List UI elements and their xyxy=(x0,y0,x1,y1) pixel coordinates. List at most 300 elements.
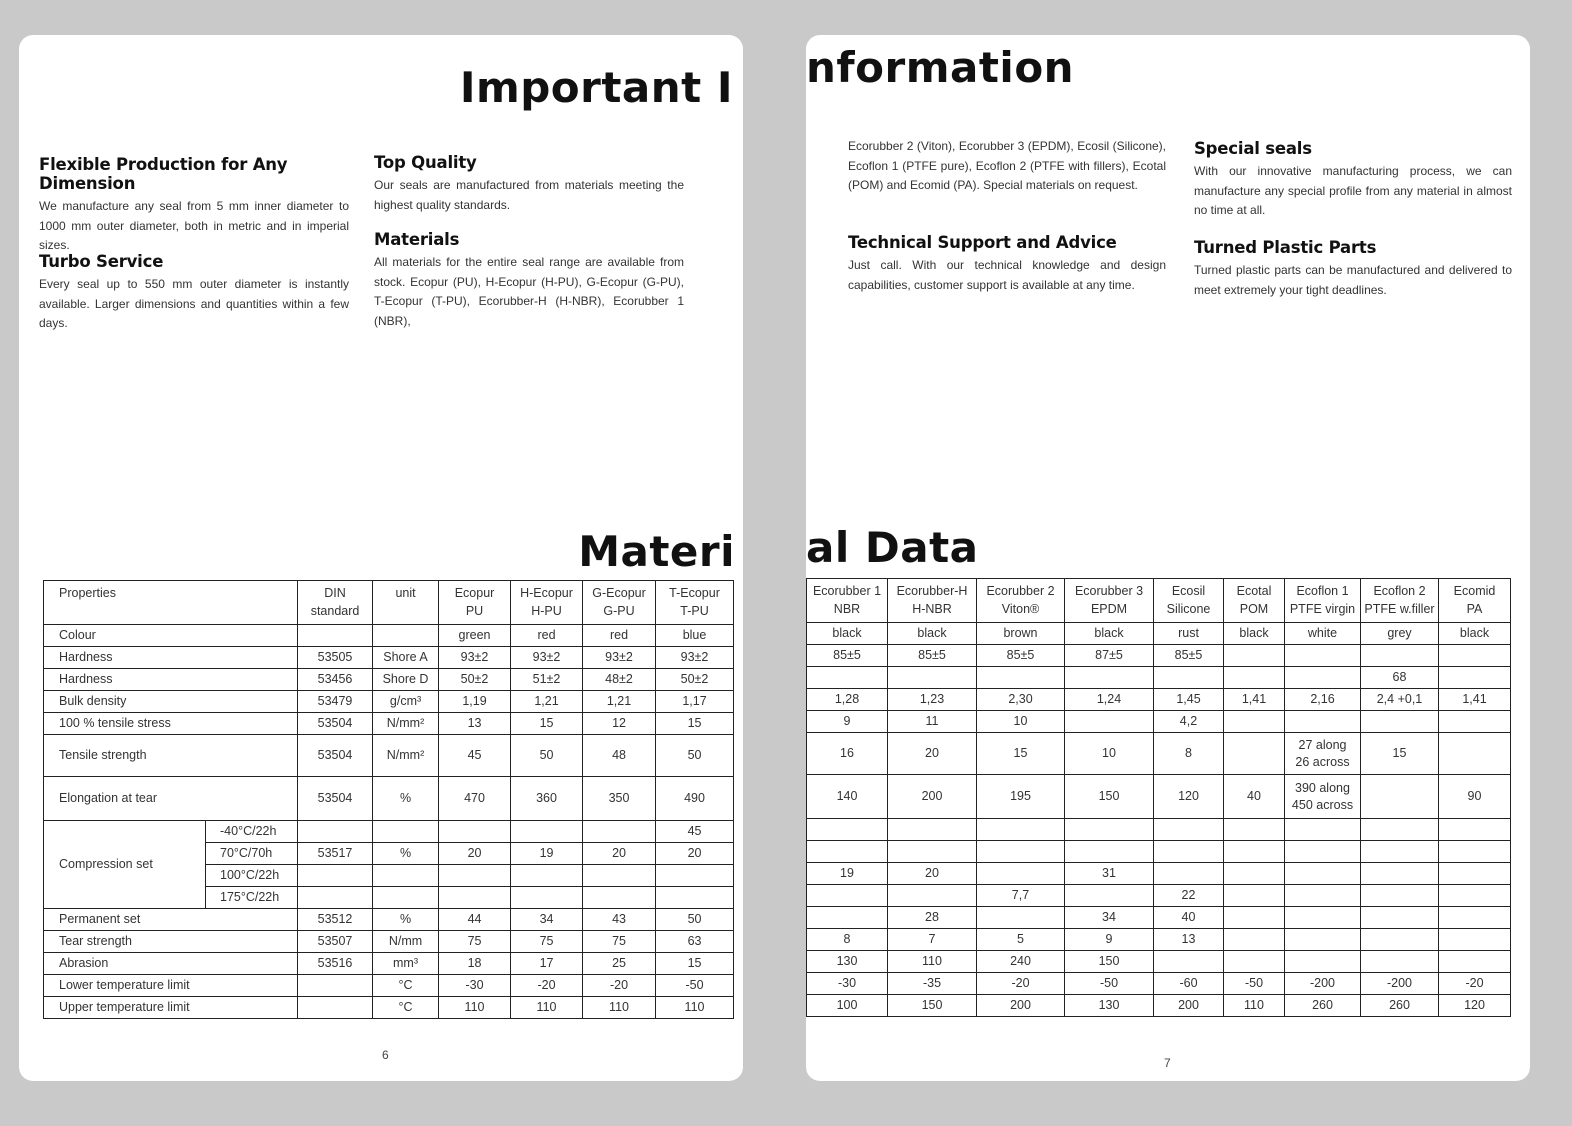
property-cell: Permanent set xyxy=(44,909,298,931)
value-cell: black xyxy=(807,623,888,645)
section-heading: Special seals xyxy=(1194,139,1312,158)
table-row xyxy=(44,625,734,647)
condition-cell: -40°C/22h xyxy=(206,821,298,843)
property-cell: 100 % tensile stress xyxy=(44,713,298,735)
value-cell: 200 xyxy=(888,775,977,819)
value-cell: 17 xyxy=(511,953,583,975)
value-cell: 11 xyxy=(888,711,977,733)
value-cell: 20 xyxy=(439,843,511,865)
value-cell: 13 xyxy=(1154,929,1224,951)
value-cell: 13 xyxy=(439,713,511,735)
value-cell: 4,2 xyxy=(1154,711,1224,733)
value-cell: 1,28 xyxy=(807,689,888,711)
section-materials xyxy=(374,230,684,331)
value-cell xyxy=(1439,733,1511,775)
value-cell: 85±5 xyxy=(977,645,1065,667)
header-cell-material: Ecorubber 2 Viton® xyxy=(977,579,1065,623)
table-row xyxy=(44,909,734,931)
table-row xyxy=(44,953,734,975)
din-cell: 53505 xyxy=(298,647,373,669)
value-cell xyxy=(1439,841,1511,863)
property-cell: Compression set xyxy=(44,821,206,909)
value-cell: 85±5 xyxy=(1154,645,1224,667)
din-cell: 53479 xyxy=(298,691,373,713)
value-cell xyxy=(1361,951,1439,973)
value-cell: 51±2 xyxy=(511,669,583,691)
value-cell: 19 xyxy=(807,863,888,885)
condition-cell: 70°C/70h xyxy=(206,843,298,865)
table-row xyxy=(807,667,1511,689)
value-cell xyxy=(1224,863,1285,885)
value-cell xyxy=(1285,929,1361,951)
value-cell: 110 xyxy=(888,951,977,973)
value-cell: 1,24 xyxy=(1065,689,1154,711)
table-row xyxy=(44,647,734,669)
table-row xyxy=(807,775,1511,819)
value-cell: 1,41 xyxy=(1224,689,1285,711)
table-row xyxy=(807,951,1511,973)
value-cell: black xyxy=(1224,623,1285,645)
value-cell: 28 xyxy=(888,907,977,929)
value-cell: 22 xyxy=(1154,885,1224,907)
value-cell: 12 xyxy=(583,713,656,735)
value-cell: 50 xyxy=(656,909,734,931)
value-cell xyxy=(1439,885,1511,907)
value-cell: -20 xyxy=(1439,973,1511,995)
section-materials-continued xyxy=(848,137,1166,196)
value-cell: -20 xyxy=(511,975,583,997)
unit-cell: N/mm xyxy=(373,931,439,953)
value-cell xyxy=(1285,951,1361,973)
din-cell xyxy=(298,821,373,843)
value-cell: -35 xyxy=(888,973,977,995)
din-cell xyxy=(298,975,373,997)
property-cell: Colour xyxy=(44,625,298,647)
value-cell: 48±2 xyxy=(583,669,656,691)
value-cell: 93±2 xyxy=(439,647,511,669)
header-cell-material: Ecotal POM xyxy=(1224,579,1285,623)
section-heading: Flexible Production for Any Dimension xyxy=(39,155,288,193)
value-cell: 87±5 xyxy=(1065,645,1154,667)
value-cell: 40 xyxy=(1154,907,1224,929)
value-cell xyxy=(1361,841,1439,863)
page-title: Important I xyxy=(459,63,733,112)
table-row xyxy=(807,841,1511,863)
value-cell: 470 xyxy=(439,777,511,821)
value-cell: 7 xyxy=(888,929,977,951)
section-special-seals xyxy=(1194,139,1512,221)
value-cell xyxy=(1065,841,1154,863)
value-cell: 130 xyxy=(807,951,888,973)
value-cell: 20 xyxy=(888,863,977,885)
unit-cell: % xyxy=(373,777,439,821)
value-cell: 100 xyxy=(807,995,888,1017)
value-cell: -20 xyxy=(977,973,1065,995)
section-top-quality xyxy=(374,153,684,215)
right-page xyxy=(806,35,1530,1081)
section-text: Every seal up to 550 mm outer diameter is instantly available. Larger dimensions and quantities within a few days. xyxy=(39,277,349,330)
value-cell: 27 along 26 across xyxy=(1285,733,1361,775)
value-cell: 1,41 xyxy=(1439,689,1511,711)
property-cell: Hardness xyxy=(44,669,298,691)
value-cell: 43 xyxy=(583,909,656,931)
value-cell: 1,17 xyxy=(656,691,734,713)
value-cell xyxy=(1361,863,1439,885)
value-cell xyxy=(1224,667,1285,689)
value-cell: 15 xyxy=(656,953,734,975)
header-cell-material: T-Ecopur T-PU xyxy=(656,581,734,625)
property-cell: Upper temperature limit xyxy=(44,997,298,1019)
value-cell: 110 xyxy=(1224,995,1285,1017)
section-text: All materials for the entire seal range are available from stock. Ecopur (PU), H-Ecopur (H-PU), G-Ecopur (G-PU), T-Ecopur (T-PU), Ecorubber-H (H-NBR), Ecorubber 1 (NBR), xyxy=(374,255,684,328)
value-cell xyxy=(1224,711,1285,733)
value-cell: 19 xyxy=(511,843,583,865)
value-cell: 18 xyxy=(439,953,511,975)
value-cell: blue xyxy=(656,625,734,647)
value-cell xyxy=(1224,645,1285,667)
value-cell xyxy=(1285,645,1361,667)
unit-cell xyxy=(373,887,439,909)
header-cell-properties: Properties xyxy=(44,581,298,625)
value-cell: 2,30 xyxy=(977,689,1065,711)
value-cell: 1,21 xyxy=(583,691,656,713)
table-row xyxy=(807,995,1511,1017)
unit-cell: Shore D xyxy=(373,669,439,691)
value-cell xyxy=(1224,841,1285,863)
value-cell: -50 xyxy=(656,975,734,997)
value-cell: 75 xyxy=(511,931,583,953)
value-cell xyxy=(1439,929,1511,951)
value-cell xyxy=(511,887,583,909)
value-cell: 1,23 xyxy=(888,689,977,711)
value-cell: 9 xyxy=(807,711,888,733)
section-text: Just call. With our technical knowledge and design capabilities, customer support is available at any time. xyxy=(848,258,1166,292)
value-cell: -50 xyxy=(1065,973,1154,995)
header-cell-material: Ecorubber 1 NBR xyxy=(807,579,888,623)
value-cell xyxy=(1154,819,1224,841)
value-cell xyxy=(439,821,511,843)
table-row xyxy=(44,713,734,735)
value-cell: 93±2 xyxy=(511,647,583,669)
value-cell: 7,7 xyxy=(977,885,1065,907)
value-cell: 200 xyxy=(977,995,1065,1017)
table-row xyxy=(807,623,1511,645)
table-row xyxy=(807,711,1511,733)
property-cell: Elongation at tear xyxy=(44,777,298,821)
value-cell xyxy=(1285,841,1361,863)
property-cell: Tensile strength xyxy=(44,735,298,777)
value-cell: 150 xyxy=(1065,951,1154,973)
section-turbo-service xyxy=(39,252,349,334)
section-text: We manufacture any seal from 5 mm inner diameter to 1000 mm outer diameter, both in metric and in imperial sizes. xyxy=(39,199,349,252)
table-row xyxy=(44,821,734,843)
din-cell xyxy=(298,887,373,909)
value-cell xyxy=(977,841,1065,863)
value-cell xyxy=(1065,711,1154,733)
din-cell xyxy=(298,625,373,647)
din-cell: 53504 xyxy=(298,777,373,821)
table-row xyxy=(44,931,734,953)
table-row xyxy=(807,863,1511,885)
din-cell: 53512 xyxy=(298,909,373,931)
value-cell: 1,21 xyxy=(511,691,583,713)
value-cell: 10 xyxy=(977,711,1065,733)
value-cell xyxy=(583,887,656,909)
table-row xyxy=(44,997,734,1019)
header-cell-material: G-Ecopur G-PU xyxy=(583,581,656,625)
value-cell xyxy=(1439,907,1511,929)
value-cell xyxy=(439,865,511,887)
value-cell xyxy=(977,863,1065,885)
value-cell xyxy=(807,885,888,907)
value-cell: 31 xyxy=(1065,863,1154,885)
header-cell-material: Ecoflon 1 PTFE virgin xyxy=(1285,579,1361,623)
value-cell: 130 xyxy=(1065,995,1154,1017)
property-cell: Tear strength xyxy=(44,931,298,953)
value-cell: 120 xyxy=(1154,775,1224,819)
din-cell: 53507 xyxy=(298,931,373,953)
value-cell: 93±2 xyxy=(583,647,656,669)
value-cell: black xyxy=(1439,623,1511,645)
value-cell: 8 xyxy=(807,929,888,951)
value-cell: 140 xyxy=(807,775,888,819)
value-cell xyxy=(1224,907,1285,929)
section-heading: Turned Plastic Parts xyxy=(1194,238,1377,257)
value-cell: 45 xyxy=(656,821,734,843)
header-cell-din: DIN standard xyxy=(298,581,373,625)
value-cell: 48 xyxy=(583,735,656,777)
value-cell xyxy=(1154,863,1224,885)
din-cell xyxy=(298,865,373,887)
value-cell xyxy=(1285,863,1361,885)
condition-cell: 175°C/22h xyxy=(206,887,298,909)
value-cell: 90 xyxy=(1439,775,1511,819)
value-cell: -50 xyxy=(1224,973,1285,995)
value-cell: 50 xyxy=(511,735,583,777)
value-cell: 390 along 450 across xyxy=(1285,775,1361,819)
value-cell xyxy=(1224,819,1285,841)
header-cell-material: Ecomid PA xyxy=(1439,579,1511,623)
value-cell xyxy=(1361,711,1439,733)
value-cell: red xyxy=(511,625,583,647)
unit-cell: mm³ xyxy=(373,953,439,975)
value-cell: -200 xyxy=(1361,973,1439,995)
value-cell xyxy=(1285,711,1361,733)
value-cell xyxy=(807,819,888,841)
value-cell: 34 xyxy=(511,909,583,931)
value-cell xyxy=(1285,667,1361,689)
din-cell: 53516 xyxy=(298,953,373,975)
table-title: Materi xyxy=(578,527,735,576)
value-cell xyxy=(656,887,734,909)
table-row xyxy=(44,691,734,713)
table-row xyxy=(807,819,1511,841)
page-number: 7 xyxy=(1164,1056,1171,1070)
value-cell xyxy=(888,885,977,907)
section-turned-plastic-parts xyxy=(1194,238,1512,300)
value-cell xyxy=(1065,885,1154,907)
value-cell: 15 xyxy=(511,713,583,735)
table-row xyxy=(44,777,734,821)
value-cell: brown xyxy=(977,623,1065,645)
value-cell: 240 xyxy=(977,951,1065,973)
value-cell xyxy=(1065,819,1154,841)
value-cell: 110 xyxy=(583,997,656,1019)
value-cell: 195 xyxy=(977,775,1065,819)
value-cell: 150 xyxy=(1065,775,1154,819)
value-cell xyxy=(888,667,977,689)
property-cell: Lower temperature limit xyxy=(44,975,298,997)
value-cell: 150 xyxy=(888,995,977,1017)
unit-cell: % xyxy=(373,909,439,931)
value-cell xyxy=(807,667,888,689)
unit-cell: g/cm³ xyxy=(373,691,439,713)
value-cell xyxy=(1285,907,1361,929)
value-cell xyxy=(1224,929,1285,951)
value-cell: 8 xyxy=(1154,733,1224,775)
table-row xyxy=(807,645,1511,667)
section-text: Our seals are manufactured from materials meeting the highest quality standards. xyxy=(374,178,684,212)
value-cell: 25 xyxy=(583,953,656,975)
unit-cell xyxy=(373,821,439,843)
unit-cell: % xyxy=(373,843,439,865)
value-cell xyxy=(583,821,656,843)
value-cell xyxy=(1224,951,1285,973)
value-cell xyxy=(1154,841,1224,863)
value-cell: 20 xyxy=(888,733,977,775)
value-cell: -200 xyxy=(1285,973,1361,995)
section-heading: Top Quality xyxy=(374,153,477,172)
value-cell xyxy=(1285,819,1361,841)
value-cell: 34 xyxy=(1065,907,1154,929)
condition-cell: 100°C/22h xyxy=(206,865,298,887)
property-cell: Hardness xyxy=(44,647,298,669)
unit-cell xyxy=(373,625,439,647)
value-cell: 20 xyxy=(656,843,734,865)
value-cell: -30 xyxy=(439,975,511,997)
value-cell xyxy=(1361,819,1439,841)
table-row xyxy=(44,975,734,997)
value-cell: 110 xyxy=(439,997,511,1019)
value-cell: 63 xyxy=(656,931,734,953)
value-cell xyxy=(1439,667,1511,689)
header-cell-material: H-Ecopur H-PU xyxy=(511,581,583,625)
section-heading: Technical Support and Advice xyxy=(848,233,1117,252)
unit-cell: °C xyxy=(373,997,439,1019)
value-cell: 260 xyxy=(1361,995,1439,1017)
unit-cell xyxy=(373,865,439,887)
value-cell xyxy=(1065,667,1154,689)
value-cell: 68 xyxy=(1361,667,1439,689)
value-cell xyxy=(977,667,1065,689)
value-cell xyxy=(1154,951,1224,973)
table-row xyxy=(44,735,734,777)
material-properties-table xyxy=(43,580,734,1019)
table-row xyxy=(807,689,1511,711)
value-cell: 15 xyxy=(977,733,1065,775)
value-cell: 2,4 +0,1 xyxy=(1361,689,1439,711)
value-cell: 85±5 xyxy=(807,645,888,667)
value-cell xyxy=(1439,863,1511,885)
unit-cell: Shore A xyxy=(373,647,439,669)
table-row xyxy=(807,733,1511,775)
value-cell xyxy=(977,819,1065,841)
header-cell-material: Ecoflon 2 PTFE w.filler xyxy=(1361,579,1439,623)
value-cell xyxy=(439,887,511,909)
value-cell xyxy=(888,841,977,863)
value-cell: 1,45 xyxy=(1154,689,1224,711)
section-flexible-production xyxy=(39,155,349,256)
din-cell: 53504 xyxy=(298,713,373,735)
value-cell: 50±2 xyxy=(656,669,734,691)
value-cell xyxy=(1439,951,1511,973)
value-cell: 85±5 xyxy=(888,645,977,667)
header-cell-material: Ecorubber 3 EPDM xyxy=(1065,579,1154,623)
value-cell: 75 xyxy=(583,931,656,953)
value-cell xyxy=(1361,775,1439,819)
value-cell xyxy=(1439,819,1511,841)
value-cell: white xyxy=(1285,623,1361,645)
value-cell: 110 xyxy=(511,997,583,1019)
table-header-row xyxy=(807,579,1511,623)
table-row xyxy=(807,973,1511,995)
value-cell xyxy=(1361,929,1439,951)
unit-cell: °C xyxy=(373,975,439,997)
din-cell: 53517 xyxy=(298,843,373,865)
value-cell: red xyxy=(583,625,656,647)
page-title: nformation xyxy=(806,43,1075,92)
value-cell: 20 xyxy=(583,843,656,865)
value-cell xyxy=(1285,885,1361,907)
value-cell: 50 xyxy=(656,735,734,777)
value-cell xyxy=(807,907,888,929)
table-row xyxy=(807,907,1511,929)
value-cell: -30 xyxy=(807,973,888,995)
header-cell-unit: unit xyxy=(373,581,439,625)
value-cell xyxy=(888,819,977,841)
value-cell: 9 xyxy=(1065,929,1154,951)
value-cell: rust xyxy=(1154,623,1224,645)
value-cell: 120 xyxy=(1439,995,1511,1017)
section-heading: Turbo Service xyxy=(39,252,164,271)
material-data-table xyxy=(806,578,1511,1017)
value-cell: -60 xyxy=(1154,973,1224,995)
section-text: With our innovative manufacturing process, we can manufacture any special profile from any material in almost no time at all. xyxy=(1194,164,1512,217)
value-cell xyxy=(511,865,583,887)
value-cell xyxy=(1224,733,1285,775)
value-cell: 45 xyxy=(439,735,511,777)
table-row xyxy=(807,929,1511,951)
value-cell: 93±2 xyxy=(656,647,734,669)
value-cell xyxy=(1439,711,1511,733)
header-cell-material: Ecorubber-H H-NBR xyxy=(888,579,977,623)
value-cell: 10 xyxy=(1065,733,1154,775)
table-row xyxy=(44,669,734,691)
value-cell: -20 xyxy=(583,975,656,997)
value-cell xyxy=(656,865,734,887)
value-cell: 1,19 xyxy=(439,691,511,713)
value-cell: 5 xyxy=(977,929,1065,951)
value-cell xyxy=(1361,907,1439,929)
section-text: Turned plastic parts can be manufactured and delivered to meet extremely your tight deadlines. xyxy=(1194,263,1512,297)
header-cell-material: Ecopur PU xyxy=(439,581,511,625)
value-cell: 44 xyxy=(439,909,511,931)
value-cell: 75 xyxy=(439,931,511,953)
property-cell: Abrasion xyxy=(44,953,298,975)
value-cell: 16 xyxy=(807,733,888,775)
value-cell xyxy=(807,841,888,863)
value-cell: 40 xyxy=(1224,775,1285,819)
